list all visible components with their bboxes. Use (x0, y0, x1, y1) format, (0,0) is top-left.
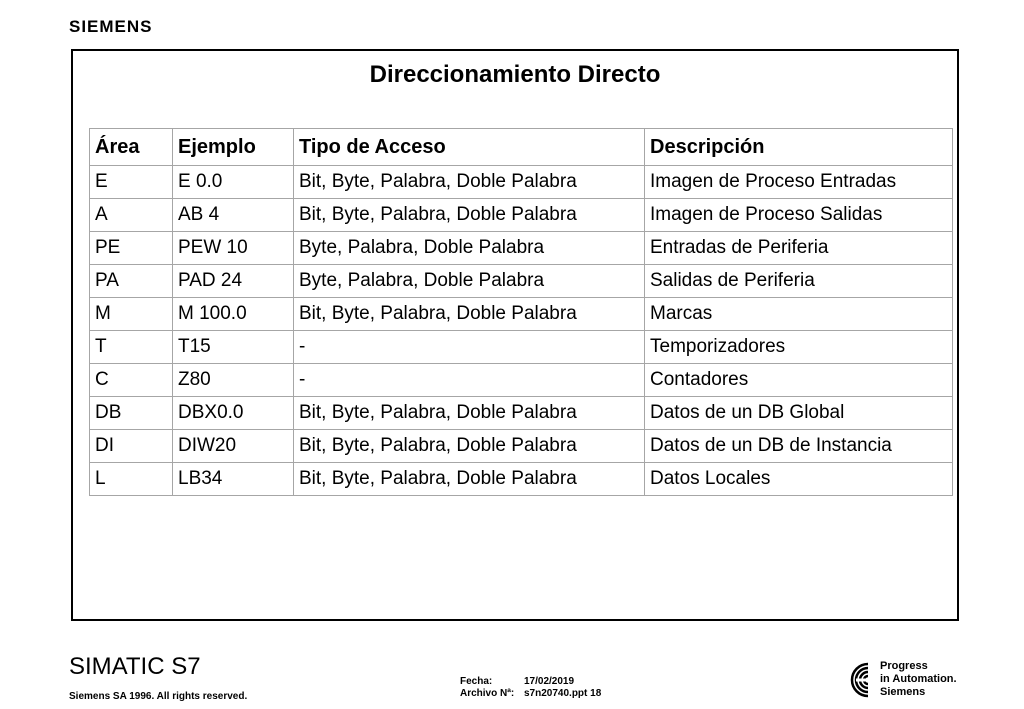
table-row (90, 265, 953, 298)
cell-example: T15 (173, 331, 294, 364)
table-row (90, 364, 953, 397)
table-row (90, 331, 953, 364)
cell-access-type: - (294, 364, 645, 397)
cell-area: PA (90, 265, 173, 298)
cell-example: AB 4 (173, 199, 294, 232)
table-row (90, 166, 953, 199)
cell-area: C (90, 364, 173, 397)
cell-example: DBX0.0 (173, 397, 294, 430)
cell-description: Temporizadores (645, 331, 953, 364)
table-row (90, 232, 953, 265)
cell-description: Imagen de Proceso Salidas (645, 199, 953, 232)
slogan-line: Siemens (880, 686, 926, 698)
cell-description: Marcas (645, 298, 953, 331)
cell-access-type: - (294, 331, 645, 364)
table-row (90, 298, 953, 331)
column-header-description: Descripción (645, 129, 953, 166)
cell-area: DI (90, 430, 173, 463)
cell-example: Z80 (173, 364, 294, 397)
cell-description: Datos de un DB de Instancia (645, 430, 953, 463)
cell-example: M 100.0 (173, 298, 294, 331)
cell-example: PAD 24 (173, 265, 294, 298)
cell-access-type: Bit, Byte, Palabra, Doble Palabra (294, 166, 645, 199)
table-row (90, 397, 953, 430)
date-label: Fecha: (460, 676, 493, 687)
cell-description: Imagen de Proceso Entradas (645, 166, 953, 199)
cell-access-type: Bit, Byte, Palabra, Doble Palabra (294, 463, 645, 496)
product-name: SIMATIC S7 (69, 653, 201, 680)
slogan (880, 660, 957, 699)
table-header-row (90, 129, 953, 166)
addressing-table (89, 128, 953, 496)
slogan-line: Progress (880, 660, 928, 672)
cell-area: E (90, 166, 173, 199)
column-header-area: Área (90, 129, 173, 166)
cell-example: DIW20 (173, 430, 294, 463)
table-row (90, 199, 953, 232)
cell-description: Datos de un DB Global (645, 397, 953, 430)
slide-title: Direccionamiento Directo (369, 61, 661, 88)
cell-access-type: Bit, Byte, Palabra, Doble Palabra (294, 298, 645, 331)
column-header-access-type: Tipo de Acceso (294, 129, 645, 166)
cell-example: E 0.0 (173, 166, 294, 199)
cell-access-type: Byte, Palabra, Doble Palabra (294, 265, 645, 298)
date-value: 17/02/2019 (524, 676, 575, 687)
cell-example: LB34 (173, 463, 294, 496)
cell-description: Salidas de Periferia (645, 265, 953, 298)
cell-access-type: Bit, Byte, Palabra, Doble Palabra (294, 430, 645, 463)
table-row (90, 463, 953, 496)
cell-description: Contadores (645, 364, 953, 397)
cell-area: DB (90, 397, 173, 430)
cell-example: PEW 10 (173, 232, 294, 265)
copyright-text: Siemens SA 1996. All rights reserved. (69, 691, 248, 702)
file-label: Archivo Nª: (460, 688, 515, 699)
cell-access-type: Byte, Palabra, Doble Palabra (294, 232, 645, 265)
cell-area: L (90, 463, 173, 496)
cell-area: A (90, 199, 173, 232)
cell-area: T (90, 331, 173, 364)
file-value: s7n20740.ppt 18 (524, 688, 602, 699)
siemens-progress-logo-icon (838, 660, 872, 700)
table-row (90, 430, 953, 463)
cell-access-type: Bit, Byte, Palabra, Doble Palabra (294, 397, 645, 430)
cell-area: PE (90, 232, 173, 265)
cell-access-type: Bit, Byte, Palabra, Doble Palabra (294, 199, 645, 232)
cell-description: Datos Locales (645, 463, 953, 496)
slide-frame (71, 49, 959, 621)
slogan-line: in Automation. (880, 673, 957, 685)
file-metadata (460, 676, 601, 700)
column-header-example: Ejemplo (173, 129, 294, 166)
cell-area: M (90, 298, 173, 331)
siemens-brand-logo: SIEMENS (69, 17, 153, 36)
cell-description: Entradas de Periferia (645, 232, 953, 265)
